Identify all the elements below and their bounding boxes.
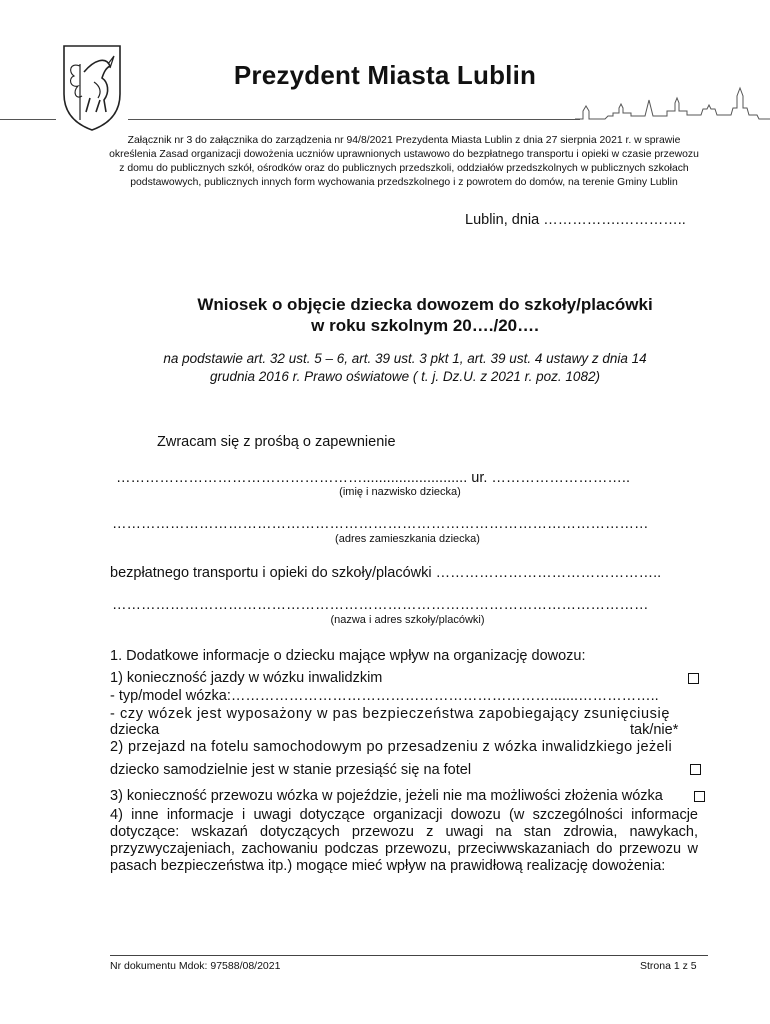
school-name-field[interactable]: ………………………………………………………………………………………………… (112, 597, 649, 613)
safety-belt-question-cont: dziecka (110, 722, 160, 738)
wheelchair-model-field[interactable]: - typ/model wózka:………………………………………………………….......…………….. (110, 688, 659, 704)
child-name-field[interactable]: …………………………………………….......................... ur. ……………………….. (116, 470, 630, 486)
school-year-field[interactable]: w roku szkolnym 20…./20…. (311, 316, 539, 335)
other-info-item: 4) inne informacje i uwagi dotyczące organizacji dowozu (w szczególności informacje dotyczące: wskazań dotyczących przewozu z uwagi na stan zdrowia, nawykach, przyzwyczajeniach, zachowaniu podczas przewozu, przeciwwskazaniach do przewozu w pasach bezpieczeństwa itp.) mogące mieć wpływ na prawidłową realizację dowożenia: (110, 807, 698, 874)
safety-belt-question: - czy wózek jest wyposażony w pas bezpieczeństwa zapobiegający zsunięciusię (110, 706, 671, 722)
legal-basis (0, 350, 770, 386)
wheelchair-item: 1) konieczność jazdy w wózku inwalidzkim (110, 670, 383, 686)
car-seat-checkbox[interactable] (690, 764, 701, 775)
request-intro: Zwracam się z prośbą o zapewnienie (157, 434, 396, 450)
footer-rule (110, 955, 708, 956)
page-title: Prezydent Miasta Lublin (233, 60, 537, 90)
legal-line-1: na podstawie art. 32 ust. 5 – 6, art. 39 ust. 3 pkt 1, art. 39 ust. 4 ustawy z dnia 14 (163, 351, 647, 366)
car-seat-item-cont: dziecko samodzielnie jest w stanie przesiąść się na fotel (110, 762, 472, 778)
document-heading (0, 294, 770, 336)
wheelchair-transport-item: 3) konieczność przewozu wózka w pojeździe, jeżeli nie ma możliwości złożenia wózka (110, 788, 663, 804)
annex-note: Załącznik nr 3 do załącznika do zarządzenia nr 94/8/2021 Prezydenta Miasta Lublin z dnia 27 sierpnia 2021 r. w sprawie określenia Zasad organizacji dowożenia uczniów uprawnionych ustawowo do bezpłatnego transportu i opieki w czasie przewozu z domu do publicznych szkół, ośrodków oraz do publicznych przedszkoli, oddziałów przedszkolnych w publicznych szkołach podstawowych, publicznych innych form wychowania przedszkolnego i z powrotem do domów, na terenie Gminy Lublin (109, 135, 699, 188)
child-address-field[interactable]: ………………………………………………………………………………………………… (112, 516, 649, 532)
transport-school-field[interactable]: bezpłatnego transportu i opieki do szkoły/placówki ……………………………………….. (110, 565, 662, 581)
wheelchair-checkbox[interactable] (688, 673, 699, 684)
header-rule-left (0, 119, 56, 120)
legal-line-2: grudnia 2016 r. Prawo oświatowe ( t. j. Dz.U. z 2021 r. poz. 1082) (210, 369, 600, 384)
document-number: Nr dokumentu Mdok: 97588/08/2021 (110, 960, 281, 972)
lublin-skyline-icon (575, 78, 770, 123)
date-field[interactable]: Lublin, dnia …………….………….. (465, 212, 686, 228)
section-1-title: 1. Dodatkowe informacje o dziecku mające wpływ na organizację dowozu: (110, 648, 586, 664)
car-seat-item: 2) przejazd na fotelu samochodowym po przesadzeniu z wózka inwalidzkiego jeżeli (110, 739, 673, 755)
heading-line-1: Wniosek o objęcie dziecka dowozem do szkoły/placówki (197, 295, 653, 314)
school-caption: (nazwa i adres szkoły/placówki) (330, 614, 485, 626)
header-rule (128, 119, 580, 120)
tak-nie-choice[interactable]: tak/nie* (630, 722, 679, 738)
child-name-caption: (imię i nazwisko dziecka) (339, 486, 461, 498)
child-address-caption: (adres zamieszkania dziecka) (335, 533, 480, 545)
wheelchair-transport-checkbox[interactable] (694, 791, 705, 802)
page-number: Strona 1 z 5 (640, 960, 697, 972)
